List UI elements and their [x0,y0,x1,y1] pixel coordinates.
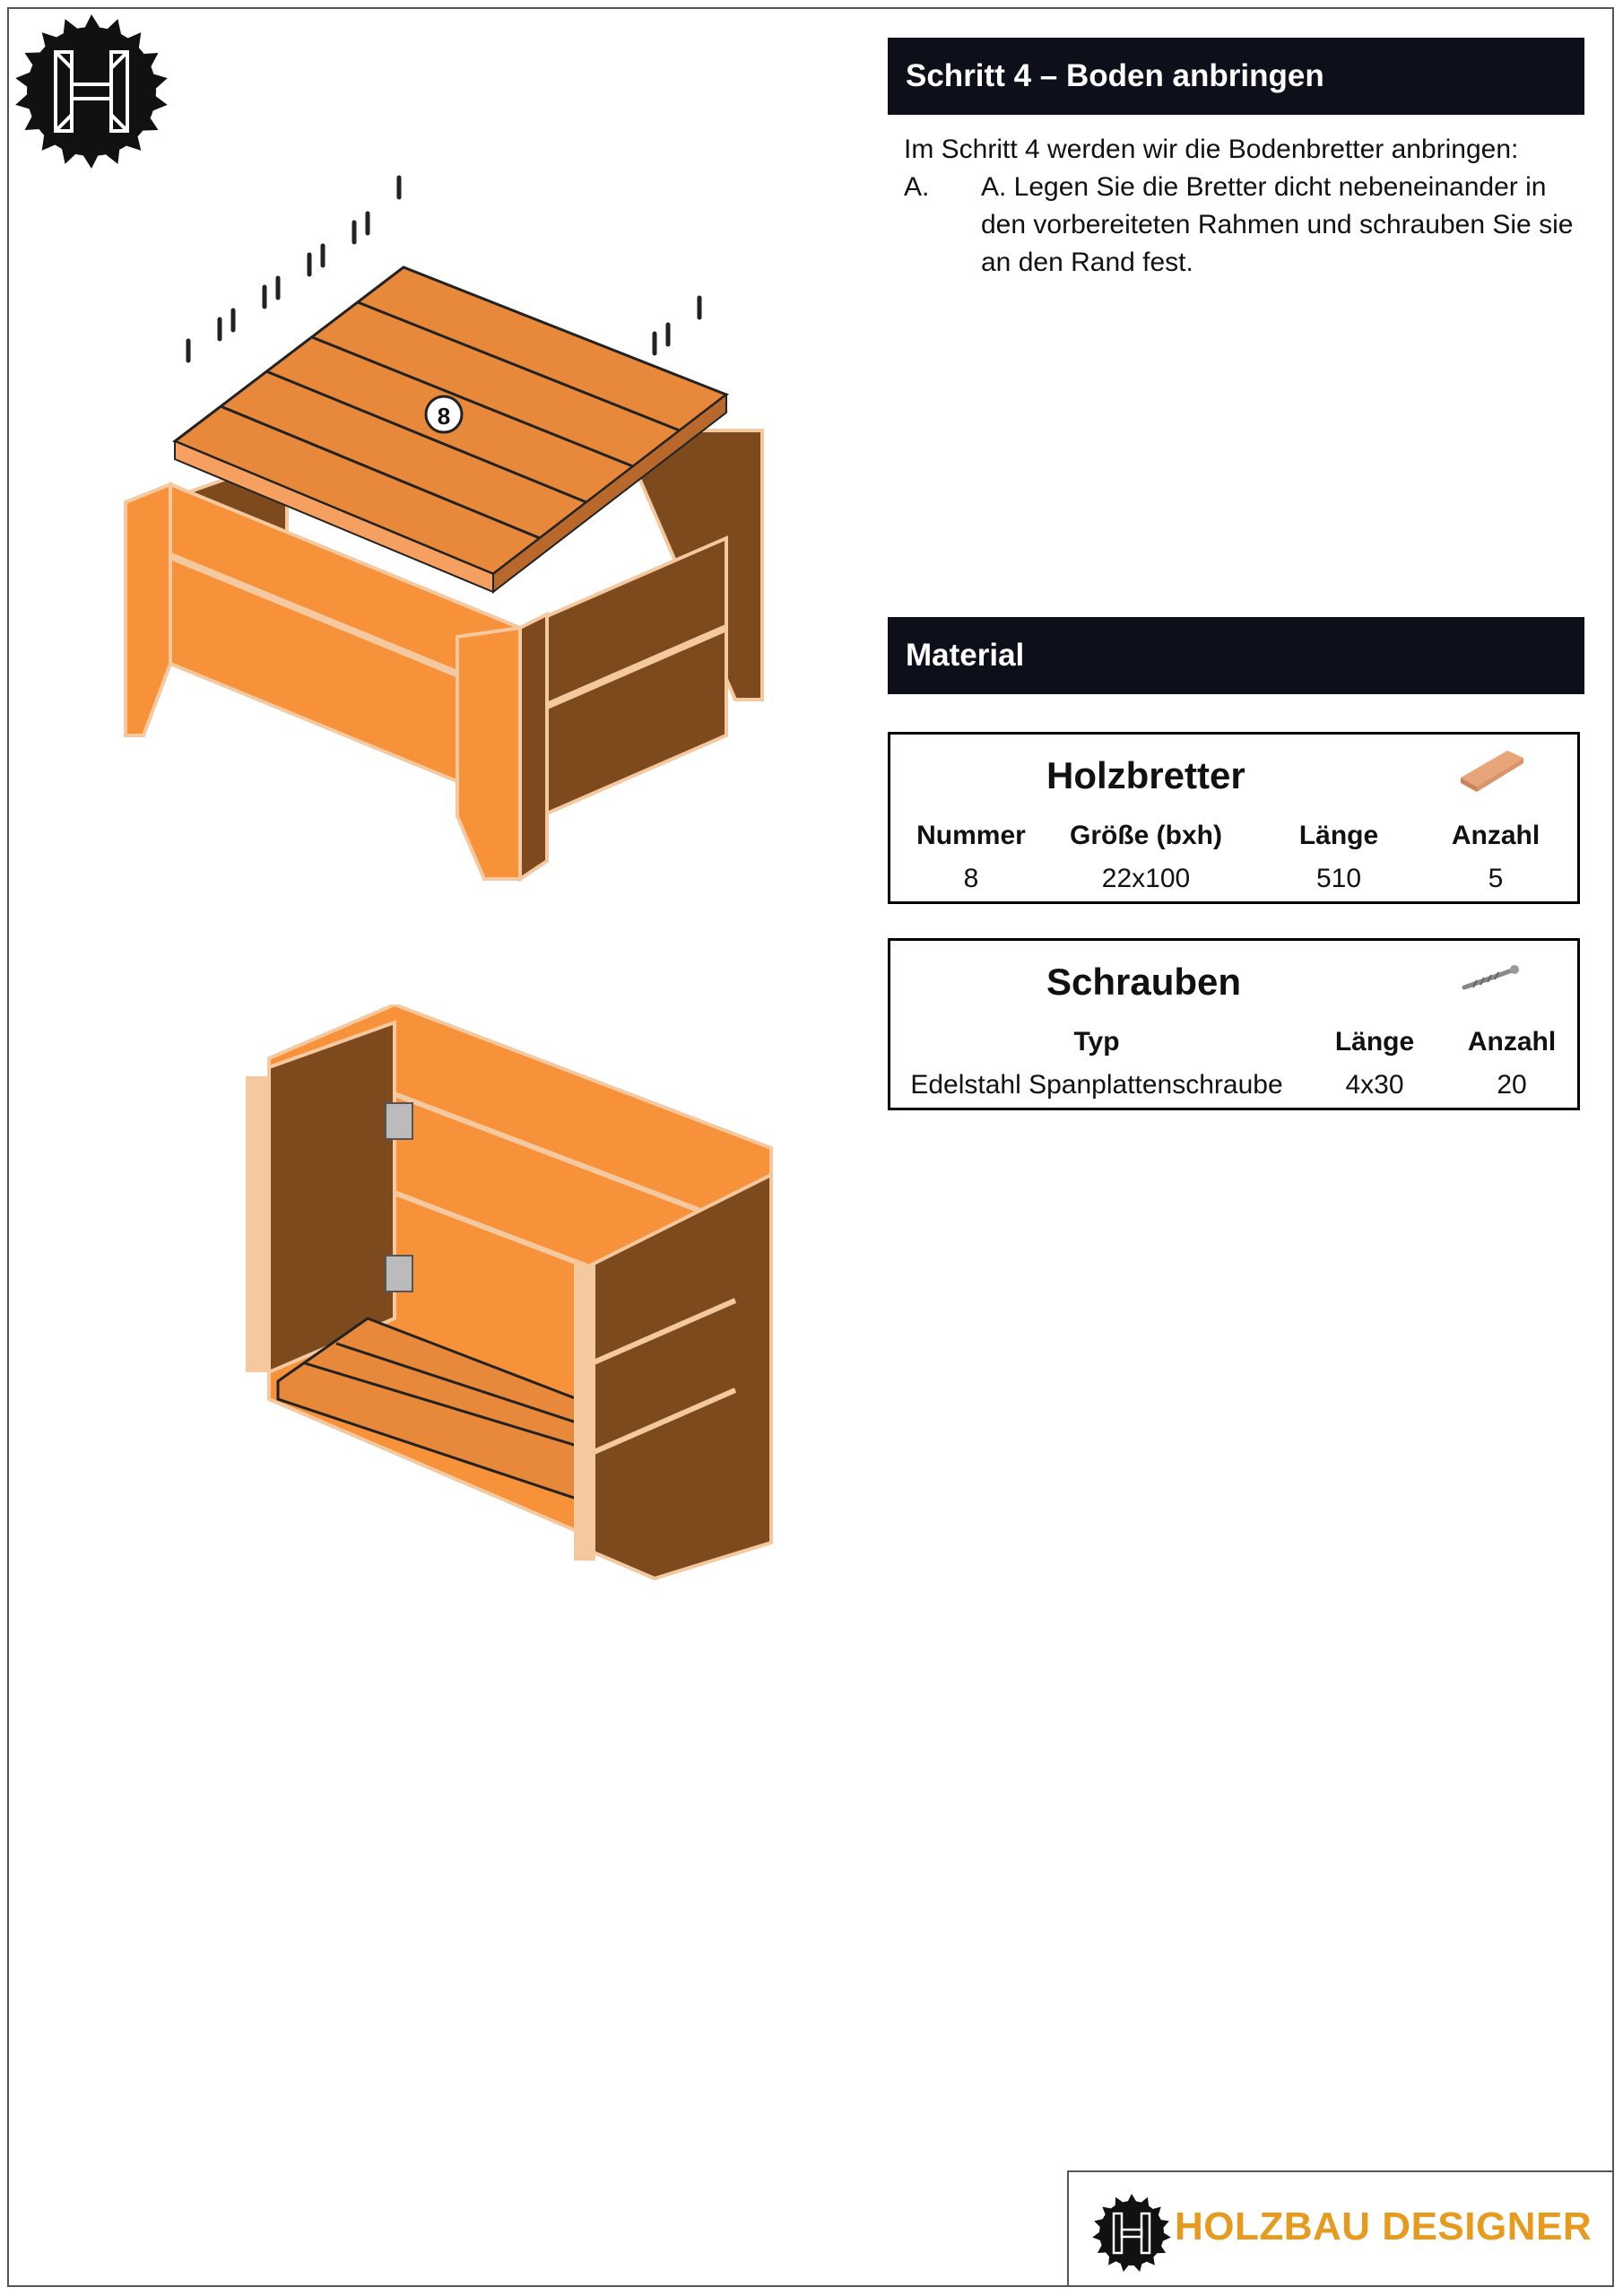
col-laenge: Länge [1334,1027,1415,1057]
cell-typ: Edelstahl Spanplattenschraube [910,1070,1283,1100]
col-anzahl: Anzahl [1467,1027,1557,1057]
screws-title: Schrauben [1046,961,1242,1003]
angle-bracket-icon [386,1103,412,1139]
brand-name: HOLZBAU DESIGNER [1175,2205,1593,2248]
col-groesse: Größe (bxh) [1070,821,1222,850]
material-title-bar: Material [888,617,1584,694]
table-row [890,864,1577,900]
screw-icon [1457,952,1525,1002]
assembly-illustration-bottom [233,1004,789,1596]
part-number-label: 8 [437,403,451,430]
col-anzahl: Anzahl [1451,821,1541,850]
col-laenge: Länge [1298,821,1379,850]
cell-anzahl: 20 [1497,1070,1527,1100]
angle-bracket-icon [386,1256,412,1292]
saw-blade-logo-icon [1092,2194,1171,2273]
cell-nummer: 8 [963,864,979,893]
step-intro-text: Im Schritt 4 werden wir die Bodenbretter anbringen: [904,135,1519,164]
wood-table-header [890,821,1577,857]
instruction-marker: A. [904,172,930,202]
saw-blade-logo-icon [14,14,169,169]
instruction-text: A. Legen Sie die Bretter dicht nebeneinander in den vorbereiteten Rahmen und schrauben Sie sie an den Rand fest. [981,172,1574,277]
wood-boards-table [888,732,1580,904]
wood-board-icon [1457,745,1525,796]
cell-laenge: 510 [1315,864,1362,893]
table-row [890,1070,1577,1106]
screws-table-header [890,1027,1577,1063]
screws-table [888,938,1580,1110]
wood-boards-title: Holzbretter [1046,754,1245,796]
col-nummer: Nummer [916,821,1026,850]
cell-groesse: 22x100 [1101,864,1191,893]
cell-laenge: 4x30 [1345,1070,1404,1100]
footer-brand-box [1067,2170,1614,2287]
assembly-illustration-top [117,161,798,897]
col-typ: Typ [1073,1027,1120,1057]
step-instructions [904,131,1585,282]
cell-anzahl: 5 [1488,864,1504,893]
step-title-bar: Schritt 4 – Boden anbringen [888,38,1584,115]
instruction-item [904,169,1585,282]
